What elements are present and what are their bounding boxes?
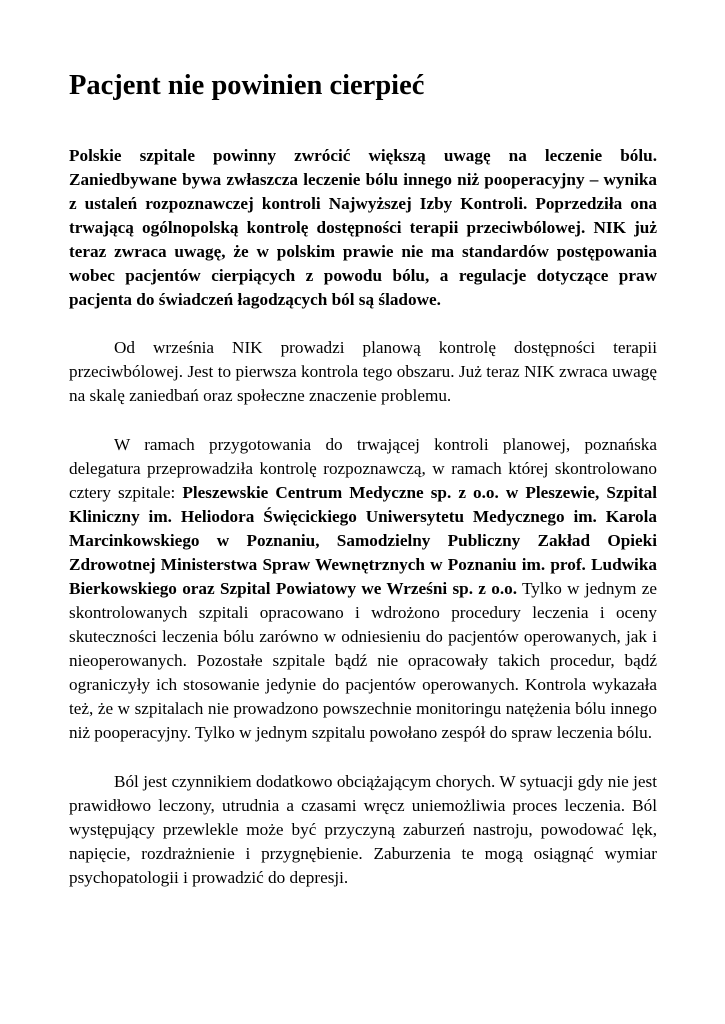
paragraph-2-rest: Tylko w jednym ze skontrolowanych szpitali opracowano i wdrożono procedury leczenia i oceny skuteczności leczenia bólu zarówno w odniesieniu do pacjentów operowanych, jak i nieoperowanych. Pozostałe szpitale bądź nie opracowały takich procedur, bądź ograniczyły ich stosowanie jedynie do pacjentów operowanych. Kontrola wykazała też, że w szpitalach nie prowadzono powszechnie monitoringu natężenia bólu innego niż pooperacyjny. Tylko w jednym szpitalu powołano zespół do spraw leczenia bólu.: [69, 579, 657, 742]
paragraph-2-intro: W ramach przygotowania do trwającej kontroli planowej, poznańska delegatura przeprowadziła kontrolę rozpoznawczą, w ramach której skontrolowano cztery szpitale:: [69, 435, 657, 502]
body-paragraph-1: Od września NIK prowadzi planową kontrolę dostępności terapii przeciwbólowej. Jest to pierwsza kontrola tego obszaru. Już teraz NIK zwraca uwagę na skalę zaniedbań oraz społeczne znaczenie problemu.: [69, 338, 657, 405]
lead-paragraph: Polskie szpitale powinny zwrócić większą uwagę na leczenie bólu. Zaniedbywane bywa zwłaszcza leczenie bólu innego niż pooperacyjny – wynika z ustaleń rozpoznawczej kontroli Najwyższej Izby Kontroli. Poprzedziła ona trwającą ogólnopolską kontrolę dostępności terapii przeciwbólowej. NIK już teraz zwraca uwagę, że w polskim prawie nie ma standardów postępowania wobec pacjentów cierpiących z powodu bólu, a regulacje dotyczące praw pacjenta do świadczeń łagodzących ból są śladowe.: [69, 146, 657, 309]
body-paragraph-3: Ból jest czynnikiem dodatkowo obciążającym chorych. W sytuacji gdy nie jest prawidłowo leczony, utrudnia a czasami wręcz uniemożliwia proces leczenia. Ból występujący przewlekle może być przyczyną zaburzeń nastroju, powodować lęk, napięcie, rozdrażnienie i przygnębienie. Zaburzenia te mogą osiągnąć wymiar psychopatologii i prowadzić do depresji.: [69, 772, 657, 887]
hospital-list: Pleszewskie Centrum Medyczne sp. z o.o. w Pleszewie, Szpital Kliniczny im. Heliodora Święcickiego Uniwersytetu Medycznego im. Karola Marcinkowskiego w Poznaniu, Samodzielny Publiczny Zakład Opieki Zdrowotnej Ministerstwa Spraw Wewnętrznych w Poznaniu im. prof. Ludwika Bierkowskiego oraz Szpital Powiatowy we Wrześni sp. z o.o.: [69, 483, 657, 598]
article-title: Pacjent nie powinien cierpieć: [69, 70, 425, 101]
body-paragraph-2: [69, 433, 657, 745]
